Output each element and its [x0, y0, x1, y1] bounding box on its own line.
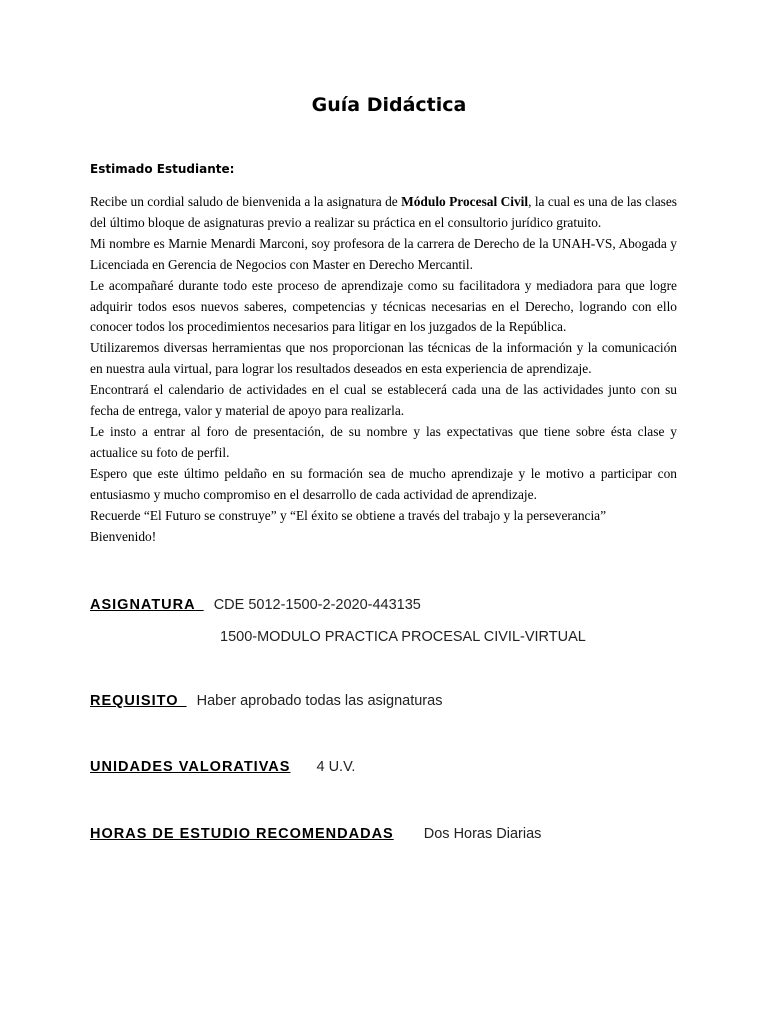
course-name-bold: Módulo Procesal Civil [401, 194, 529, 209]
paragraph-calendar: Encontrará el calendario de actividades en el cual se establecerá cada una de las actividades junto con su fecha de entrega, valor y material de apoyo para realizarla. [90, 382, 677, 419]
paragraph-welcome: Bienvenido! [90, 528, 157, 544]
document-title: Guía Didáctica [311, 94, 467, 116]
requisito-label: REQUISITO [90, 693, 179, 709]
paragraph-forum: Le insto a entrar al foro de presentación, de su nombre y las expectativas que tiene sobre ésta clase y actualice su foto de perfil. [90, 423, 677, 460]
field-unidades [90, 759, 355, 775]
horas-label: HORAS DE ESTUDIO RECOMENDADAS [90, 826, 394, 842]
paragraph-teacher: Mi nombre es Marnie Menardi Marconi, soy profesora de la carrera de Derecho de la UNAH-VS, Abogada y Licenciada en Gerencia de Negocios con Master en Derecho Mercantil. [90, 235, 677, 272]
unidades-label: UNIDADES VALORATIVAS [90, 759, 291, 775]
welcome-letter [90, 192, 677, 547]
paragraph-intro-end: , la cual es una de las clases del último bloque de asignaturas previo a realizar su práctica en el consultorio jurídico gratuito. [90, 194, 677, 230]
paragraph-accompany: Le acompañaré durante todo este proceso de aprendizaje como su facilitadora y mediadora para que logre adquirir todos esos nuevos saberes, competencias y técnicas necesarias en el Derecho, logrando con ello conocer todos los procedimientos necesarios para litigar en los juzgados de la República. [90, 277, 677, 335]
paragraph-quote: Recuerde “El Futuro se construye” y “El éxito se obtiene a través del trabajo y la perseverancia” [90, 507, 607, 523]
asignatura-code: CDE 5012-1500-2-2020-443135 [213, 597, 421, 613]
paragraph-intro [90, 192, 677, 234]
asignatura-label: ASIGNATURA [90, 597, 196, 613]
paragraph-intro-start: Recibe un cordial saludo de bienvenida a la asignatura de [90, 194, 402, 209]
unidades-value: 4 U.V. [316, 759, 356, 775]
horas-value: Dos Horas Diarias [423, 826, 542, 842]
paragraph-motivation: Espero que este último peldaño en su formación sea de mucho aprendizaje y le motivo a participar con entusiasmo y mucho compromiso en el desarrollo de cada actividad de aprendizaje. [90, 465, 677, 502]
paragraph-tools: Utilizaremos diversas herramientas que nos proporcionan las técnicas de la información y la comunicación en nuestra aula virtual, para lograr los resultados deseados en esta experiencia de aprendizaje. [90, 340, 677, 377]
asignatura-course-name: 1500-MODULO PRACTICA PROCESAL CIVIL-VIRTUAL [220, 629, 586, 645]
greeting: Estimado Estudiante: [90, 162, 235, 176]
field-horas [90, 826, 541, 842]
field-asignatura [90, 597, 421, 613]
field-requisito [90, 693, 442, 709]
requisito-value: Haber aprobado todas las asignaturas [196, 693, 443, 709]
